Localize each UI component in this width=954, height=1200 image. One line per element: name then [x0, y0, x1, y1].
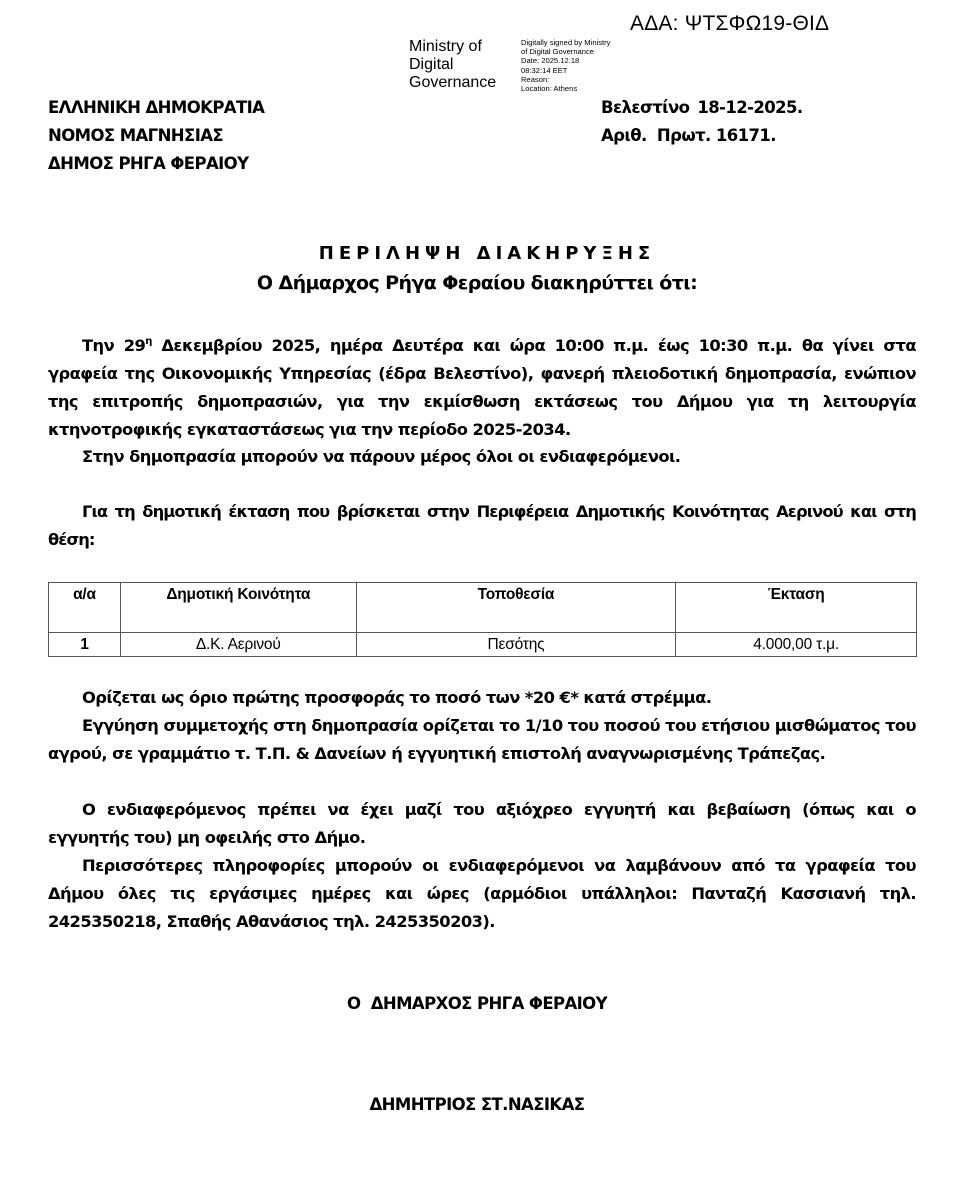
protocol — [601, 122, 803, 150]
signatory-name: ΔΗΜΗΤΡΙΟΣ ΣΤ.ΝΑΣΙΚΑΣ — [369, 1095, 585, 1114]
place: Βελεστίνο — [601, 98, 690, 117]
guarantor-paragraph — [48, 796, 916, 852]
signature-detail-line: Location: Athens — [521, 84, 578, 94]
column-header-community: Δημοτική Κοινότητα — [120, 583, 356, 633]
document-reference — [601, 94, 803, 150]
location-paragraph — [48, 498, 916, 554]
authority-line-prefecture: ΝΟΜΟΣ ΜΑΓΝΗΣΙΑΣ — [48, 126, 224, 145]
protocol-number: 16171. — [715, 126, 776, 145]
column-header-area: Έκταση — [676, 583, 917, 633]
date: 18-12-2025. — [697, 98, 803, 117]
signature-detail-line: Reason: — [521, 74, 550, 84]
signature-detail-line: of Digital Governance — [521, 47, 595, 57]
starting-bid-text: Ορίζεται ως όριο πρώτης προσφοράς το ποσό των *20 €* κατά στρέμμα. — [82, 688, 712, 707]
cell-location: Πεσότης — [356, 633, 676, 657]
cell-area: 4.000,00 τ.μ. — [676, 633, 917, 657]
cell-community: Δ.Κ. Αερινού — [120, 633, 356, 657]
guarantor-text: Ο ενδιαφερόμενος πρέπει να έχει μαζί του αξιόχρεο εγγυητή και βεβαίωση (όπως και ο εγγυητής του) μη οφειλής στο Δήμο. — [48, 800, 916, 847]
signature-details — [521, 38, 641, 93]
guarantee-text: Εγγύηση συμμετοχής στη δημοπρασία ορίζεται το 1/10 του ποσού του ετήσιου μισθώματος του αγρού, σε γραμμάτιο τ. Τ.Π. & Δανείων ή εγγυητική επιστολή αναγνωρισμένης Τράπεζας. — [48, 716, 916, 763]
authority-line-municipality: ΔΗΜΟΣ ΡΗΓΑ ΦΕΡΑΙΟΥ — [48, 154, 249, 173]
signature-detail-line: 08:32:14 EET — [521, 65, 568, 75]
location-text: Για τη δημοτική έκταση που βρίσκεται στην Περιφέρεια Δημοτικής Κοινότητας Αερινού και στη θέση: — [48, 502, 916, 549]
document-subtitle: Ο Δήμαρχος Ρήγα Φεραίου διακηρύττει ότι: — [256, 272, 698, 294]
protocol-label: Αριθ. Πρωτ. — [601, 126, 711, 145]
auction-details-text: Δεκεμβρίου 2025, ημέρα Δευτέρα και ώρα 10:00 π.μ. έως 10:30 π.μ. θα γίνει στα γραφεία της Οικονομικής Υπηρεσίας (έδρα Βελεστίνο), φανερή πλειοδοτική δημοπρασία, ενώπιον της επιτροπής δημοπρασιών, για την εκμίσθωση εκτάσεως του Δήμου για τη λειτουργία κτηνοτροφικής εγκαταστάσεως για την περίοδο 2025-2034. — [48, 336, 916, 439]
column-header-location: Τοποθεσία — [356, 583, 676, 633]
column-header-serial: α/α — [49, 583, 121, 633]
signature-org-line: Digital — [409, 56, 454, 73]
starting-bid-paragraph — [48, 684, 916, 712]
ada-code: ΑΔΑ: ΨΤΣΦΩ19-ΘΙΔ — [630, 12, 830, 35]
contact-paragraph — [48, 852, 916, 936]
signature-detail-line: Date: 2025.12.18 — [521, 56, 580, 66]
cell-serial: 1 — [49, 633, 121, 657]
signature-organization — [409, 38, 519, 92]
document-title: ΠΕΡΙΛΗΨΗ ΔΙΑΚΗΡΥΞΗΣ — [318, 243, 656, 264]
signature-org-line: Governance — [409, 74, 497, 91]
land-table — [48, 582, 917, 657]
issuing-authority — [48, 94, 264, 178]
signatory-title: Ο ΔΗΜΑΡΧΟΣ ΡΗΓΑ ΦΕΡΑΙΟΥ — [347, 994, 607, 1013]
auction-details-paragraph — [48, 332, 916, 444]
place-date — [601, 94, 803, 122]
table-row — [49, 633, 917, 657]
auction-day: Την 29 — [82, 336, 146, 355]
signature-detail-line: Digitally signed by Ministry — [521, 38, 611, 47]
authority-line-republic: ΕΛΛΗΝΙΚΗ ΔΗΜΟΚΡΑΤΙΑ — [48, 98, 265, 117]
signature-org-line: Ministry of — [409, 38, 482, 55]
table-header-row — [49, 583, 917, 633]
ordinal-superscript: η — [145, 336, 152, 347]
participation-text: Στην δημοπρασία μπορούν να πάρουν μέρος όλοι οι ενδιαφερόμενοι. — [82, 447, 681, 466]
guarantee-paragraph — [48, 712, 916, 768]
participation-paragraph — [48, 443, 916, 471]
contact-text: Περισσότερες πληροφορίες μπορούν οι ενδιαφερόμενοι να λαμβάνουν από τα γραφεία του Δήμου όλες τις εργάσιμες ημέρες και ώρες (αρμόδιοι υπάλληλοι: Πανταζή Κασσιανή τηλ. 2425350218, Σπαθής Αθανάσιος τηλ. 2425350203). — [48, 856, 916, 931]
